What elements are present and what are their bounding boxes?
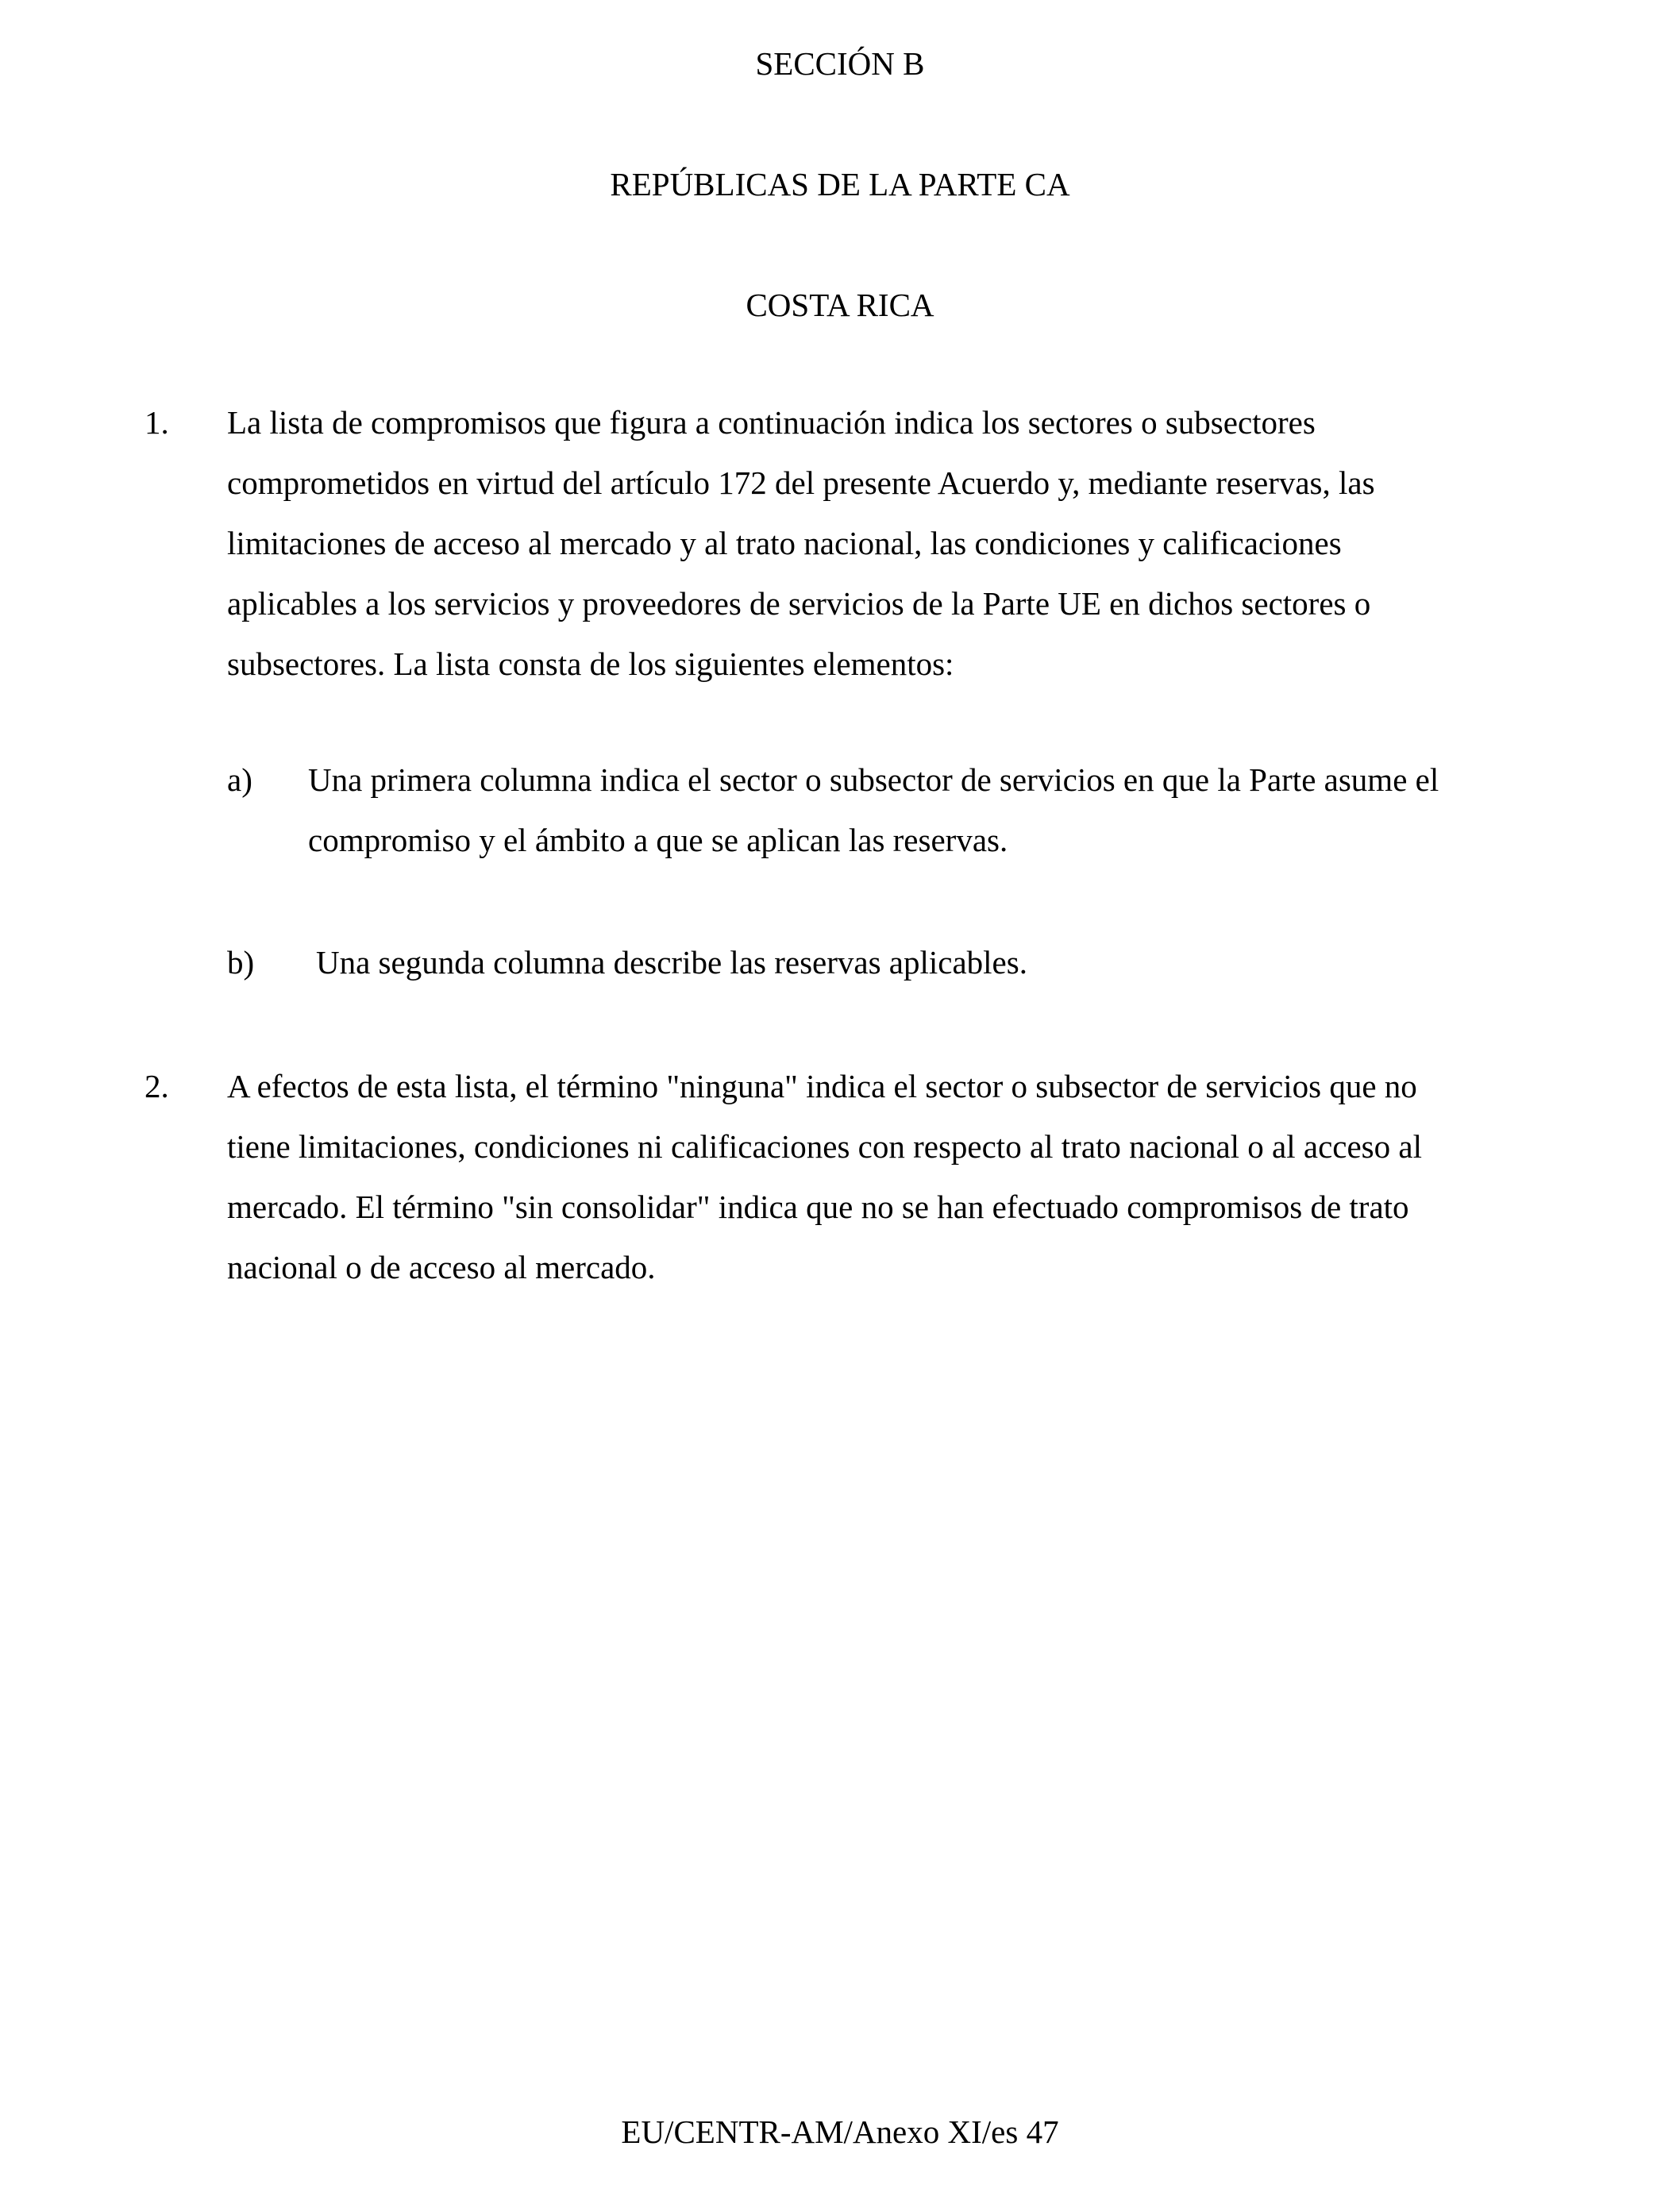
paragraph-line: mercado. El término "sin consolidar" indica que no se han efectuado compromisos de trato [227, 1189, 1409, 1225]
paragraph-line: compromiso y el ámbito a que se aplican las reservas. [308, 822, 1008, 858]
item-paragraph [227, 392, 1545, 694]
paragraph-line: A efectos de esta lista, el término "ninguna" indica el sector o subsector de servicios que no [227, 1068, 1417, 1104]
paragraph-line: La lista de compromisos que figura a continuación indica los sectores o subsectores [227, 404, 1316, 441]
part-title: REPÚBLICAS DE LA PARTE CA [610, 166, 1070, 202]
section-title: SECCIÓN B [755, 45, 925, 82]
subitem-paragraph [316, 932, 1027, 992]
paragraph-line: tiene limitaciones, condiciones ni calificaciones con respecto al trato nacional o al acceso al [227, 1128, 1422, 1165]
subitem-letter: a) [227, 761, 252, 798]
item-paragraph [227, 1056, 1545, 1297]
paragraph-line: aplicables a los servicios y proveedores de servicios de la Parte UE en dichos sectores o [227, 585, 1371, 622]
page-footer: EU/CENTR-AM/Anexo XI/es 47 [621, 2113, 1059, 2150]
paragraph-line: subsectores. La lista consta de los siguientes elementos: [227, 645, 954, 682]
paragraph-line: Una primera columna indica el sector o subsector de servicios en que la Parte asume el [308, 761, 1439, 798]
country-title: COSTA RICA [746, 287, 934, 323]
paragraph-line: comprometidos en virtud del artículo 172 del presente Acuerdo y, mediante reservas, las [227, 464, 1375, 501]
subitem-letter: b) [227, 944, 255, 981]
item-number: 2. [144, 1068, 169, 1104]
subitem-paragraph [308, 749, 1547, 870]
item-number: 1. [144, 404, 169, 441]
paragraph-line: limitaciones de acceso al mercado y al trato nacional, las condiciones y calificaciones [227, 525, 1342, 561]
paragraph-line: Una segunda columna describe las reservas aplicables. [316, 944, 1027, 981]
paragraph-line: nacional o de acceso al mercado. [227, 1249, 656, 1285]
